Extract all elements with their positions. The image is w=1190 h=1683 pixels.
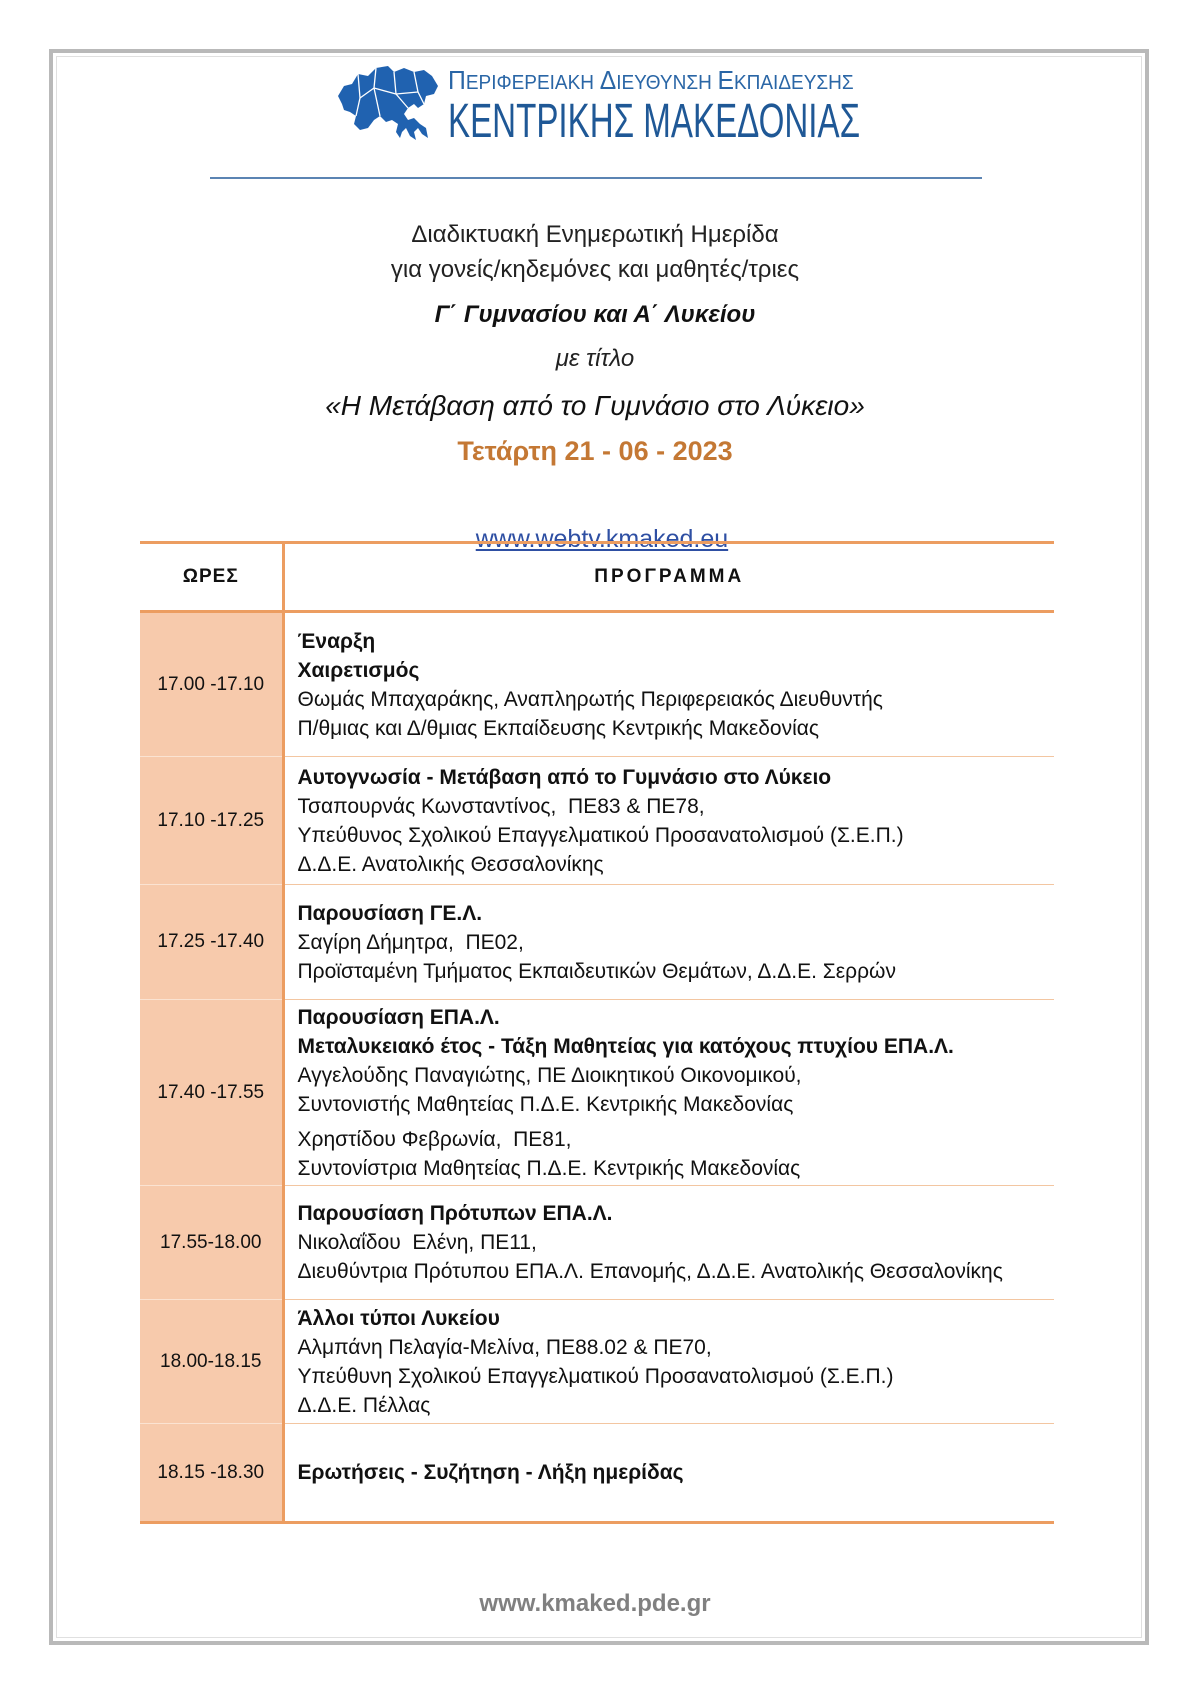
program-line: Αλμπάνη Πελαγία-Μελίνα, ΠΕ88.02 & ΠΕ70,: [297, 1335, 712, 1359]
time-cell: 18.00-18.15: [140, 1300, 283, 1424]
schedule-row: [140, 757, 1054, 885]
time-cell: 17.40 -17.55: [140, 1000, 283, 1186]
program-line: Άλλοι τύποι Λυκείου: [297, 1306, 500, 1330]
logo-line2: ΚΕΝΤΡΙΚΗΣ ΜΑΚΕΔΟΝΙΑΣ: [448, 95, 861, 148]
grade-levels: Γ΄ Γυμνασίου και Α΄ Λυκείου: [434, 301, 756, 328]
program-line: Σαγίρη Δήμητρα, ΠΕ02,: [297, 930, 524, 954]
time-cell: 17.55-18.00: [140, 1186, 283, 1300]
program-line: Νικολαΐδου Ελένη, ΠΕ11,: [297, 1231, 537, 1254]
logo-word: ΔΙΕΥΘΥΝΣΗ: [599, 65, 712, 95]
program-line: Παρουσίαση ΕΠΑ.Λ.: [297, 1005, 500, 1029]
schedule-row: [140, 1300, 1054, 1424]
program-line: Αγγελούδης Παναγιώτης, ΠΕ Διοικητικού Οικονομικού,: [297, 1063, 802, 1087]
event-date: Τετάρτη 21 - 06 - 2023: [457, 436, 733, 466]
program-line: Έναρξη: [297, 629, 376, 653]
audience-line: για γονείς/κηδεμόνες και μαθητές/τριες: [390, 256, 800, 283]
program-line: Συντονιστής Μαθητείας Π.Δ.Ε. Κεντρικής Μακεδονίας: [297, 1092, 794, 1116]
program-cell: [283, 1300, 1054, 1424]
program-line: Χαιρετισμός: [297, 658, 420, 682]
logo-word: ΠΕΡΙΦΕΡΕΙΑΚΗ: [448, 65, 595, 95]
logo-word: ΕΚΠΑΙΔΕΥΣΗΣ: [717, 65, 854, 95]
program-line: Αυτογνωσία - Μετάβαση από το Γυμνάσιο στο Λύκειο: [297, 765, 832, 789]
program-line: Υπεύθυνος Σχολικού Επαγγελματικού Προσανατολισμού (Σ.Ε.Π.): [297, 823, 904, 847]
program-line: Δ.Δ.Ε. Ανατολικής Θεσσαλονίκης: [297, 852, 604, 876]
header-program: ΠΡΟΓΡΑΜΜΑ: [283, 543, 1054, 612]
time-cell: 18.15 -18.30: [140, 1424, 283, 1523]
program-cell: [283, 1000, 1054, 1186]
schedule-row: [140, 1186, 1054, 1300]
program-cell: [283, 1186, 1054, 1300]
program-line: Θωμάς Μπαχαράκης, Αναπληρωτής Περιφερειακός Διευθυντής: [297, 687, 883, 711]
header-hours: ΩΡΕΣ: [140, 543, 283, 612]
schedule-header-row: [140, 543, 1054, 612]
program-line: Δ.Δ.Ε. Πέλλας: [297, 1393, 431, 1417]
header-divider: [210, 177, 982, 179]
program-line: Π/θμιας και Δ/θμιας Εκπαίδευσης Κεντρικής Μακεδονίας: [297, 716, 820, 740]
time-cell: 17.10 -17.25: [140, 757, 283, 885]
event-type: Διαδικτυακή Ενημερωτική Ημερίδα: [411, 221, 779, 248]
logo-line1: [448, 64, 859, 96]
program-line: Παρουσίαση ΓΕ.Λ.: [297, 901, 483, 925]
schedule-row: [140, 612, 1054, 757]
program-cell: [283, 885, 1054, 1000]
program-line: Υπεύθυνη Σχολικού Επαγγελματικού Προσανατολισμού (Σ.Ε.Π.): [297, 1364, 894, 1388]
schedule-row: [140, 1000, 1054, 1186]
program-line: Χρηστίδου Φεβρωνία, ΠΕ81,: [297, 1127, 572, 1151]
title-prefix: με τίτλο: [555, 345, 635, 372]
program-line: Συντονίστρια Μαθητείας Π.Δ.Ε. Κεντρικής Μακεδονίας: [297, 1156, 801, 1180]
footer-url: www.kmaked.pde.gr: [479, 1590, 711, 1617]
schedule-table: [140, 541, 1054, 1524]
time-cell: 17.25 -17.40: [140, 885, 283, 1000]
program-line: Παρουσίαση Πρότυπων ΕΠΑ.Λ.: [297, 1202, 613, 1225]
program-line: Προϊσταμένη Τμήματος Εκπαιδευτικών Θεμάτων, Δ.Δ.Ε. Σερρών: [297, 959, 896, 983]
schedule-row: [140, 1424, 1054, 1523]
schedule-row: [140, 885, 1054, 1000]
program-cell: [283, 757, 1054, 885]
program-line: Μεταλυκειακό έτος - Τάξη Μαθητείας για κατόχους πτυχίου ΕΠΑ.Λ.: [297, 1034, 954, 1058]
region-map-icon: [334, 58, 444, 142]
program-line: Διευθύντρια Πρότυπου ΕΠΑ.Λ. Επανομής, Δ.Δ.Ε. Ανατολικής Θεσσαλονίκης: [297, 1260, 1003, 1283]
program-line: Τσαπουρνάς Κωνσταντίνος, ΠΕ83 & ΠΕ78,: [297, 794, 705, 818]
program-cell: [283, 1424, 1054, 1523]
webtv-link[interactable]: www.webtv.kmaked.eu: [475, 525, 729, 553]
time-cell: 17.00 -17.10: [140, 612, 283, 757]
event-title: «Η Μετάβαση από το Γυμνάσιο στο Λύκειο»: [325, 390, 865, 421]
program-cell: [283, 612, 1054, 757]
program-line: Ερωτήσεις - Συζήτηση - Λήξη ημερίδας: [297, 1461, 684, 1484]
